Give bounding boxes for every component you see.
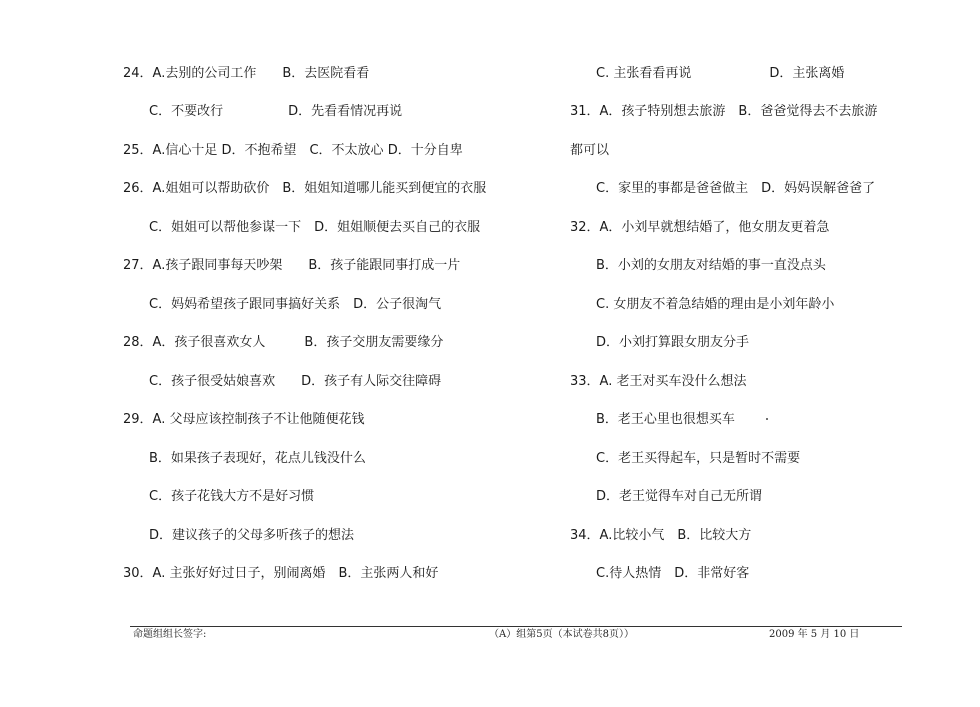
question-27-options-ab: 27．A.孩子跟同事每天吵架 B．孩子能跟同事打成一片 <box>123 258 461 273</box>
question-24-options-cd: C．不要改行 D．先看看情况再说 <box>149 104 403 119</box>
question-32-option-b: B．小刘的女朋友对结婚的事一直没点头 <box>596 258 826 273</box>
question-29-option-c: C．孩子花钱大方不是好习惯 <box>149 489 315 504</box>
question-33-option-a: 33．A. 老王对买车没什么想法 <box>570 374 747 389</box>
question-34-options-cd: C.待人热情 D．非常好客 <box>596 566 750 581</box>
question-29-option-a: 29．A. 父母应该控制孩子不让他随便花钱 <box>123 412 365 427</box>
question-32-option-c: C. 女朋友不着急结婚的理由是小刘年龄小 <box>596 297 835 312</box>
question-33-option-c: C．老王买得起车，只是暂时不需要 <box>596 451 801 466</box>
question-27-options-cd: C．妈妈希望孩子跟同事搞好关系 D．公子很淘气 <box>149 297 442 312</box>
question-32-option-a: 32．A．小刘早就想结婚了，他女朋友更着急 <box>570 220 830 235</box>
question-31-options-ab: 31．A．孩子特别想去旅游 B．爸爸觉得去不去旅游 <box>570 104 878 119</box>
stray-dot-mark <box>766 418 768 420</box>
question-26-options-ab: 26．A.姐姐可以帮助砍价 B．姐姐知道哪儿能买到便宜的衣服 <box>123 181 487 196</box>
question-29-option-d: D．建议孩子的父母多听孩子的想法 <box>149 528 355 543</box>
question-29-option-b: B．如果孩子表现好，花点儿钱没什么 <box>149 451 366 466</box>
question-28-options-cd: C．孩子很受姑娘喜欢 D．孩子有人际交往障碍 <box>149 374 442 389</box>
footer-signature-label: 命题组组长签字: <box>133 629 207 640</box>
question-24-options-ab: 24．A.去别的公司工作 B．去医院看看 <box>123 66 370 81</box>
question-26-options-cd: C．姐姐可以帮他参谋一下 D．姐姐顺便去买自己的衣服 <box>149 220 481 235</box>
question-28-options-ab: 28．A．孩子很喜欢女人 B．孩子交朋友需要缘分 <box>123 335 444 350</box>
footer-divider <box>130 626 902 627</box>
question-33-option-d: D．老王觉得车对自己无所谓 <box>596 489 763 504</box>
question-30-options-cd: C. 主张看看再说 D．主张离婚 <box>596 66 845 81</box>
question-31-option-b-continued: 都可以 <box>570 143 610 158</box>
footer-page-number: （A）组第5页（本试卷共8页）） <box>489 629 634 640</box>
question-25-options: 25．A.信心十足 D．不抱希望 C．不太放心 D．十分自卑 <box>123 143 463 158</box>
footer-date: 2009 年 5 月 10 日 <box>769 629 860 640</box>
question-32-option-d: D．小刘打算跟女朋友分手 <box>596 335 750 350</box>
question-33-option-b: B．老王心里也很想买车 <box>596 412 735 427</box>
question-30-options-ab: 30．A. 主张好好过日子，别闹离婚 B．主张两人和好 <box>123 566 439 581</box>
question-31-options-cd: C．家里的事都是爸爸做主 D．妈妈误解爸爸了 <box>596 181 876 196</box>
question-34-options-ab: 34．A.比较小气 B．比较大方 <box>570 528 752 543</box>
